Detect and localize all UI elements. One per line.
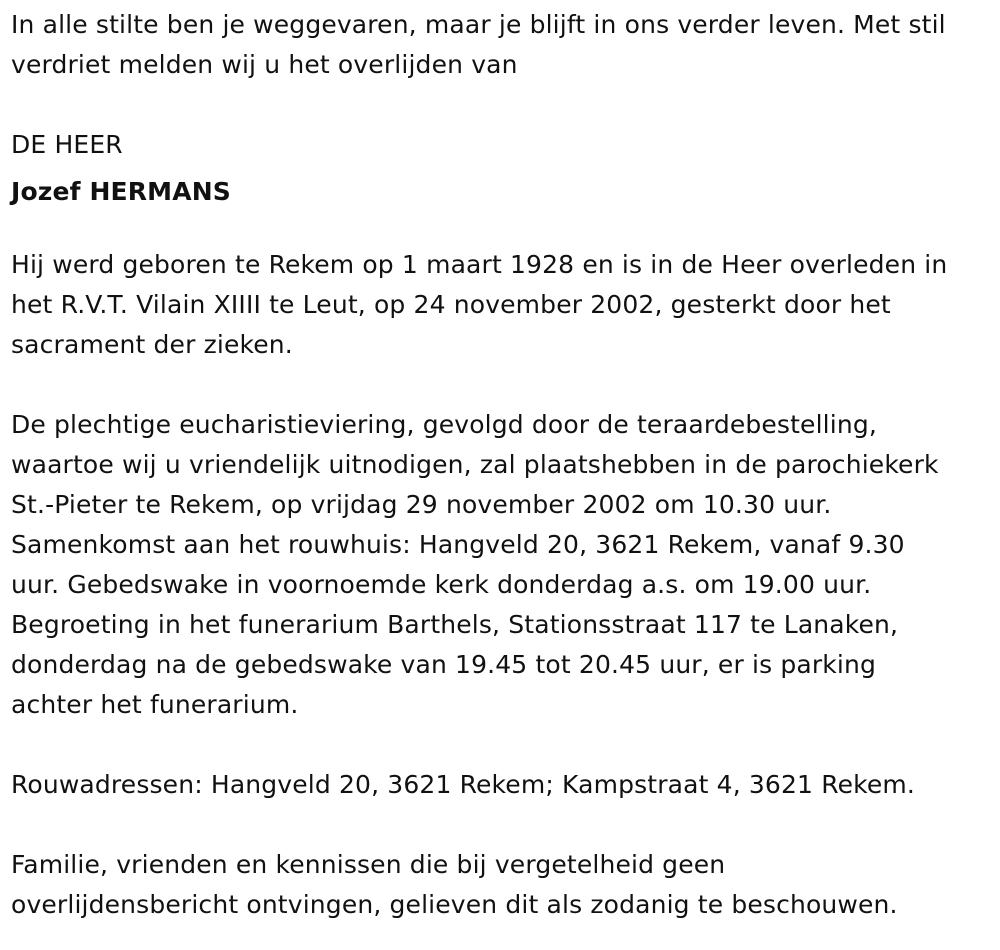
ceremony-line: uur. Gebedswake in voornoemde kerk donderdag a.s. om 19.00 uur. — [11, 570, 872, 599]
ceremony-line: De plechtige eucharistieviering, gevolgd door de teraardebestelling, — [11, 410, 877, 439]
deceased-name: Jozef HERMANS — [11, 177, 231, 206]
ceremony-line: donderdag na de gebedswake van 19.45 tot 20.45 uur, er is parking — [11, 650, 877, 679]
closing-paragraph — [11, 845, 1000, 925]
ceremony-line: Samenkomst aan het rouwhuis: Hangveld 20, 3621 Rekem, vanaf 9.30 — [11, 530, 905, 559]
ceremony-line: St.-Pieter te Rekem, op vrijdag 29 november 2002 om 10.30 uur. — [11, 490, 832, 519]
ceremony-line: waartoe wij u vriendelijk uitnodigen, zal plaatshebben in de parochiekerk — [11, 450, 939, 479]
birth-death-line: Hij werd geboren te Rekem op 1 maart 1928 en is in de Heer overleden in — [11, 250, 948, 279]
intro-line: verdriet melden wij u het overlijden van — [11, 50, 518, 79]
intro-line: In alle stilte ben je weggevaren, maar je blijft in ons verder leven. Met stil — [11, 10, 946, 39]
spacer — [11, 725, 1000, 765]
obituary-document — [11, 5, 1000, 925]
spacer — [11, 212, 1000, 245]
ceremony-line: achter het funerarium. — [11, 690, 299, 719]
closing-line: overlijdensbericht ontvingen, gelieven dit als zodanig te beschouwen. — [11, 890, 898, 919]
birth-death-line: het R.V.T. Vilain XIIII te Leut, op 24 november 2002, gesterkt door het — [11, 290, 891, 319]
ceremony-line: Begroeting in het funerarium Barthels, Stationsstraat 117 te Lanaken, — [11, 610, 899, 639]
spacer — [11, 85, 1000, 125]
intro-paragraph — [11, 5, 1000, 85]
birth-death-paragraph — [11, 245, 1000, 365]
ceremony-paragraph — [11, 405, 1000, 725]
spacer — [11, 805, 1000, 845]
spacer — [11, 365, 1000, 405]
honorific: DE HEER — [11, 130, 123, 159]
birth-death-line: sacrament der zieken. — [11, 330, 293, 359]
mourning-addresses: Rouwadressen: Hangveld 20, 3621 Rekem; Kampstraat 4, 3621 Rekem. — [11, 770, 915, 799]
closing-line: Familie, vrienden en kennissen die bij vergetelheid geen — [11, 850, 726, 879]
